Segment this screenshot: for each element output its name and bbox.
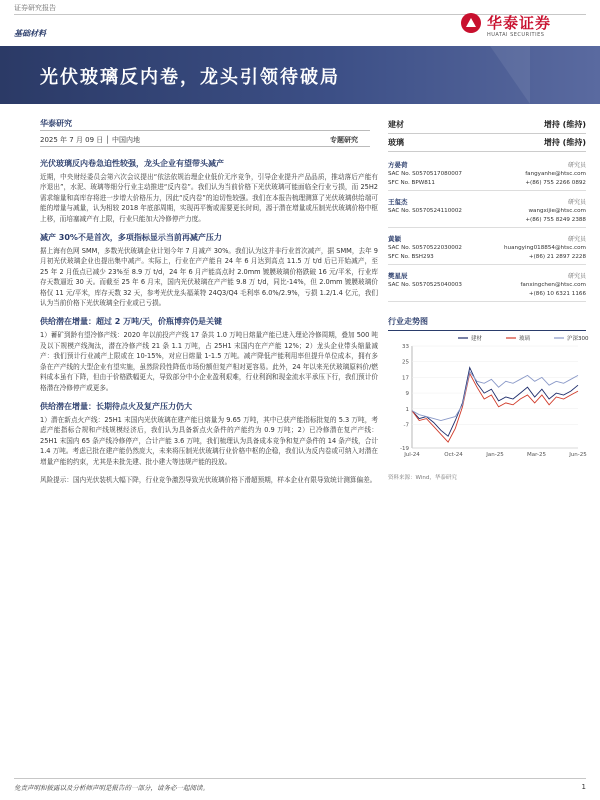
section-text: 1）潜在新点火产线：25H1 末国内光伏玻璃在建产能日熔量为 9.65 万吨，其中已获产能指标批复的 5.3 万吨，考虑产能指标合规和产线规模经济后，我们认为具备新点火条件的产能约为 0.9 万吨；2）已冷修潜在复产产线：25H1 末国内 65 条产线冷修停产，合计产能 3.6 万吨，我们梳理认为具备成本竞争和复产条件的 14 条产线，合计 1.4 万吨。考虑已批在建产能仍然庞大，未来将压制光伏玻璃行业价格中枢的企稳，我们认为反内卷或可纳入对潜在增量产能的约束，尤其是未批先建、批小建大等违规产能的投放。 — [40, 415, 378, 466]
legend-label: 玻璃 — [519, 336, 531, 342]
analyst-email[interactable]: wangxijie@htsc.com — [528, 207, 586, 214]
section-text: 1）蓄矿到龄有望冷修产线：2020 年以前投产产线 17 条共 1.0 万吨日熔量产能已进入理论冷修周期，叠加 500 吨及以下规模产线淘汰，潜在冷修产线 21 条 1.1 万吨，占 25H1 末国内在产产能 12%；2）龙头企业带头缩量减产：我们预计行业减产上限或在 10-15%，对应日熔量 1-1.5 万吨。减产降低产能利用率但提升单位成本，拥有多条在产产线的大型企业有望实施，虽然阶段性降低市场份额但复产相对更容易。此外，24 年以来光伏玻璃原料价/燃料成本虽有下降，但由于价格跌幅更大，导致部分中小企业盈利艰难，行业利润和现金流水平承压下行，我们预计价格潜在冷修停产或更多。 — [40, 331, 378, 392]
y-tick-label: -7 — [403, 422, 409, 429]
page-number: 1 — [581, 783, 586, 791]
analyst-role: 研究员 — [567, 236, 586, 243]
x-tick-label: Jul-24 — [404, 452, 420, 458]
legend-label: 建材 — [471, 336, 483, 342]
section-heading: 供给潜在增量：超过 2 万吨/天，价瓶博弈仍是关键 — [40, 317, 223, 327]
y-tick-label: 1 — [405, 406, 409, 413]
analyst-sac: SAC No. S0570517080007 — [388, 170, 462, 177]
broker-logo — [460, 10, 586, 46]
y-tick-label: 25 — [402, 359, 409, 366]
y-tick-label: 33 — [402, 344, 409, 350]
analyst-sac: SAC No. S0570524110002 — [388, 207, 462, 214]
section-heading: 光伏玻璃反内卷急迫性较强，龙头企业有望带头减产 — [40, 159, 224, 168]
analyst-role: 研究员 — [567, 162, 586, 169]
analyst-sac: SAC No. S0570525040003 — [388, 281, 462, 288]
analyst-email[interactable]: fangyanhe@htsc.com — [525, 170, 586, 177]
section — [40, 316, 378, 392]
risk-text: 风险提示：国内光伏装机大幅下降，行业竞争激烈导致光伏玻璃价格下滑超预期，样本企业有限导致统计测算偏差。 — [40, 475, 377, 484]
report-date-region: 2025 年 7 月 09 日 │ 中国内地 — [40, 136, 140, 144]
risk-warning — [40, 475, 378, 485]
x-tick-label: Jun-25 — [569, 452, 587, 458]
logo-text-en: HUATAI SECURITIES — [487, 32, 545, 38]
industry-trend-chart — [388, 332, 589, 466]
x-tick-label: Oct-24 — [444, 452, 463, 458]
meta-divider — [40, 130, 370, 131]
analyst-phone: +(86) 21 2897 2228 — [528, 253, 586, 260]
section — [40, 158, 378, 224]
logo-text-cn: 华泰证券 — [487, 14, 552, 32]
analyst-name: 黄颖 — [388, 235, 401, 243]
title-banner — [0, 46, 600, 104]
y-tick-label: 9 — [405, 391, 409, 398]
section — [40, 401, 378, 467]
rating-row — [388, 134, 586, 152]
analyst-sfc: SFC No. BPW811 — [388, 179, 435, 186]
x-tick-label: Jan-25 — [486, 452, 504, 458]
y-tick-label: 17 — [402, 375, 409, 382]
rating-value: 增持 (维持) — [543, 120, 586, 129]
analyst-phone: +(86) 755 2266 0892 — [525, 179, 586, 186]
section-heading: 减产 30%不是首次，多项指标显示当前再减产压力 — [40, 233, 222, 243]
report-body — [40, 158, 378, 493]
footer-disclaimer: 免责声明和披露以及分析师声明是报告的一部分，请务必一起阅读。 — [14, 784, 209, 792]
report-type: 专题研究 — [330, 136, 358, 144]
analyst-role: 研究员 — [567, 199, 586, 206]
rating-row — [388, 116, 586, 134]
analyst-panel — [388, 158, 586, 306]
series-line — [412, 368, 578, 437]
section-text: 近期，中央财经委员会第六次会议提出“依法依规治理企业低价无序竞争，引导企业提升产品品质，推动落后产能有序退出”，水泥、玻璃等细分行业主动推进“反内卷”。我们认为当前价格下光伏玻璃可能面临全行业亏损，而 25H2 需求缩量和高库存将进一步增大价格压力，因此“反内卷”的迫切性较强。我们在本报告梳理测算了光伏玻璃供给端可能的增量与减量，认为相较 2018 年底部周期，实现再平衡或需要更长时间，源于潜在增量或压制光伏玻璃价格中枢上移，而培塞减产有上限，行业只能加大冷修停产力度。 — [40, 173, 378, 223]
analyst-card — [388, 269, 586, 302]
meta-divider-bottom — [40, 146, 370, 147]
legend-label: 沪深300 — [567, 336, 589, 342]
trend-heading: 行业走势图 — [388, 316, 586, 331]
rating-sector: 玻璃 — [388, 138, 404, 147]
analyst-name: 方晏荷 — [388, 161, 408, 169]
analyst-name: 樊星辰 — [388, 272, 408, 280]
report-title: 光伏玻璃反内卷，龙头引领待破局 — [40, 67, 340, 88]
rating-sector: 建材 — [388, 120, 404, 129]
analyst-sfc: SFC No. BSH293 — [388, 253, 434, 260]
section — [40, 232, 378, 308]
analyst-card — [388, 195, 586, 228]
analyst-email[interactable]: fanxingchen@htsc.com — [520, 281, 586, 288]
section-text: 据上海有色网 SMM，多数光伏玻璃企业计划今年 7 月减产 30%。我们认为这并非行业首次减产，据 SMM，去年 9 月初光伏玻璃企业也提出集中减产。实际上，行业在产产能自 24 年 6 月达到高点 11.5 万 t/d 后已开始减产，至 25 年 2 月低点已减少 23%至 8.9 万 t/d，24 年 6 月产能高点时 2.0mm 镀膜玻璃价格跌破 16 元/平米，行业库存天数逼近 30 天。而截至 25 年 6 月末，国内光伏玻璃在产产能 9.8 万 t/d，同比-14%，但 2.0mm 镀膜玻璃价格仅 11 元/平米，库存天数 32 天，参考光伏龙头福莱特 24Q3/Q4 毛利率 6.0%/2.9%，亏损 1.2/1.4 亿元，我们认为当前价格下光伏玻璃全行业或已亏损。 — [40, 247, 378, 308]
report-category: 证券研究报告 — [14, 4, 56, 12]
analyst-card — [388, 158, 586, 191]
analyst-phone: +(86) 10 6321 1166 — [528, 290, 586, 297]
rating-table — [388, 116, 586, 152]
footer-divider — [14, 778, 586, 779]
sector-label: 基础材料 — [14, 29, 46, 38]
rating-value: 增持 (维持) — [543, 138, 586, 147]
research-org: 华泰研究 — [40, 119, 72, 128]
x-tick-label: Mar-25 — [526, 452, 547, 458]
chart-source: 资料来源：Wind，华泰研究 — [388, 475, 457, 481]
y-tick-label: -19 — [400, 446, 409, 452]
analyst-card — [388, 232, 586, 265]
banner-decoration — [490, 46, 530, 104]
analyst-name: 王玺杰 — [388, 198, 408, 206]
analyst-email[interactable]: huangying018854@htsc.com — [504, 244, 586, 251]
analyst-role: 研究员 — [567, 273, 586, 280]
analyst-sac: SAC No. S0570522030002 — [388, 244, 462, 251]
logo-mark-icon — [460, 12, 482, 34]
section-heading: 供给潜在增量：长期待点火及复产压力仍大 — [40, 401, 192, 411]
analyst-phone: +(86) 755 8249 2388 — [525, 216, 586, 223]
